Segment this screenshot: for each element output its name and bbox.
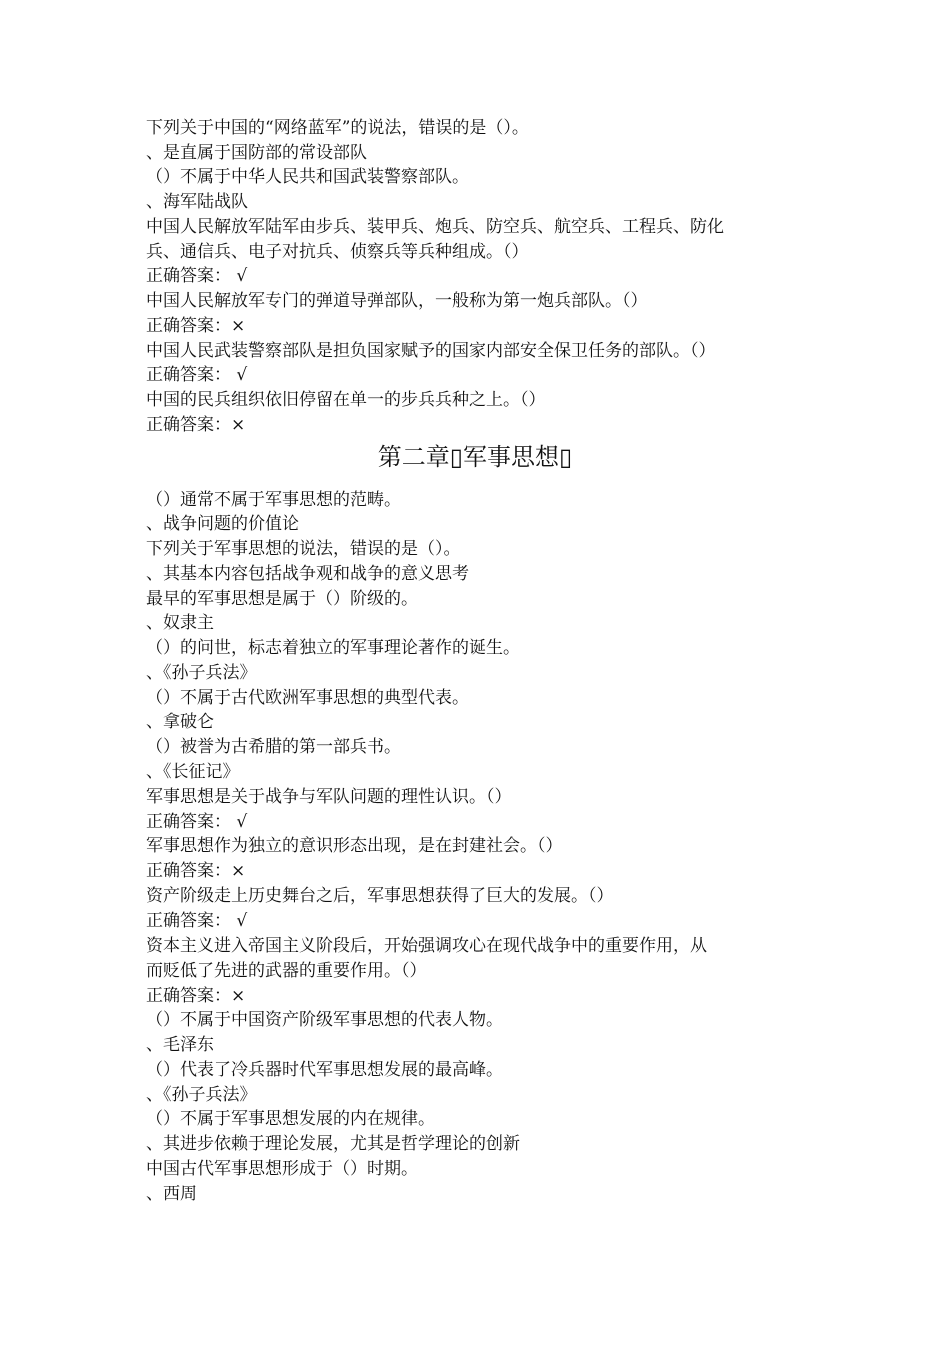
text-line: 而贬低了先进的武器的重要作用。（）: [146, 961, 427, 981]
text-line: 军事思想作为独立的意识形态出现，是在封建社会。（）: [146, 836, 563, 856]
answer-line: 正确答案：×: [146, 415, 246, 435]
text-line: （）不属于军事思想发展的内在规律。: [146, 1109, 435, 1129]
text-line: （）代表了冷兵器时代军事思想发展的最高峰。: [146, 1060, 503, 1080]
answer-line: 正确答案： √: [146, 266, 248, 286]
text-line: 、西周: [146, 1184, 197, 1204]
text-line: 、毛泽东: [146, 1035, 214, 1055]
text-line: 中国古代军事思想形成于（）时期。: [146, 1159, 418, 1179]
text-line: （）不属于中国资产阶级军事思想的代表人物。: [146, 1010, 503, 1030]
text-line: 下列关于军事思想的说法，错误的是（）。: [146, 539, 461, 559]
text-line: 、海军陆战队: [146, 192, 248, 212]
text-line: 军事思想是关于战争与军队问题的理性认识。（）: [146, 787, 512, 807]
text-line: 最早的军事思想是属于（）阶级的。: [146, 589, 418, 609]
text-line: 、战争问题的价值论: [146, 514, 299, 534]
text-line: 中国人民解放军专门的弹道导弹部队，一般称为第一炮兵部队。（）: [146, 291, 648, 311]
text-line: 、《孙子兵法》: [146, 1085, 257, 1105]
text-line: 、是直属于国防部的常设部队: [146, 143, 367, 163]
text-line: （）不属于古代欧洲军事思想的典型代表。: [146, 688, 469, 708]
text-line: 、《长征记》: [146, 762, 240, 782]
text-line: 中国人民武装警察部队是担负国家赋予的国家内部安全保卫任务的部队。（）: [146, 341, 716, 361]
text-line: 、其进步依赖于理论发展，尤其是哲学理论的创新: [146, 1134, 520, 1154]
text-line: 资产阶级走上历史舞台之后，军事思想获得了巨大的发展。（）: [146, 886, 614, 906]
text-line: 、其基本内容包括战争观和战争的意义思考: [146, 564, 469, 584]
text-line: （）通常不属于军事思想的范畴。: [146, 490, 401, 510]
text-line: 中国的民兵组织依旧停留在单一的步兵兵种之上。（）: [146, 390, 546, 410]
text-line: （）不属于中华人民共和国武装警察部队。: [146, 167, 469, 187]
text-line: 、奴隶主: [146, 613, 214, 633]
answer-line: 正确答案：×: [146, 986, 246, 1006]
answer-line: 正确答案： √: [146, 365, 248, 385]
text-line: 下列关于中国的“网络蓝军”的说法，错误的是（）。: [146, 118, 529, 138]
answer-line: 正确答案： √: [146, 812, 248, 832]
chapter-heading: 第二章▯军事思想▯: [377, 443, 573, 471]
text-line: 、拿破仑: [146, 712, 214, 732]
answer-line: 正确答案： √: [146, 911, 248, 931]
text-line: （）被誉为古希腊的第一部兵书。: [146, 737, 401, 757]
text-line: 兵、通信兵、电子对抗兵、侦察兵等兵种组成。（）: [146, 242, 529, 262]
text-line: 中国人民解放军陆军由步兵、装甲兵、炮兵、防空兵、航空兵、工程兵、防化: [146, 217, 724, 237]
answer-line: 正确答案：×: [146, 861, 246, 881]
text-line: 、《孙子兵法》: [146, 663, 257, 683]
answer-line: 正确答案：×: [146, 316, 246, 336]
text-line: （）的问世，标志着独立的军事理论著作的诞生。: [146, 638, 520, 658]
text-line: 资本主义进入帝国主义阶段后，开始强调攻心在现代战争中的重要作用，从: [146, 936, 707, 956]
